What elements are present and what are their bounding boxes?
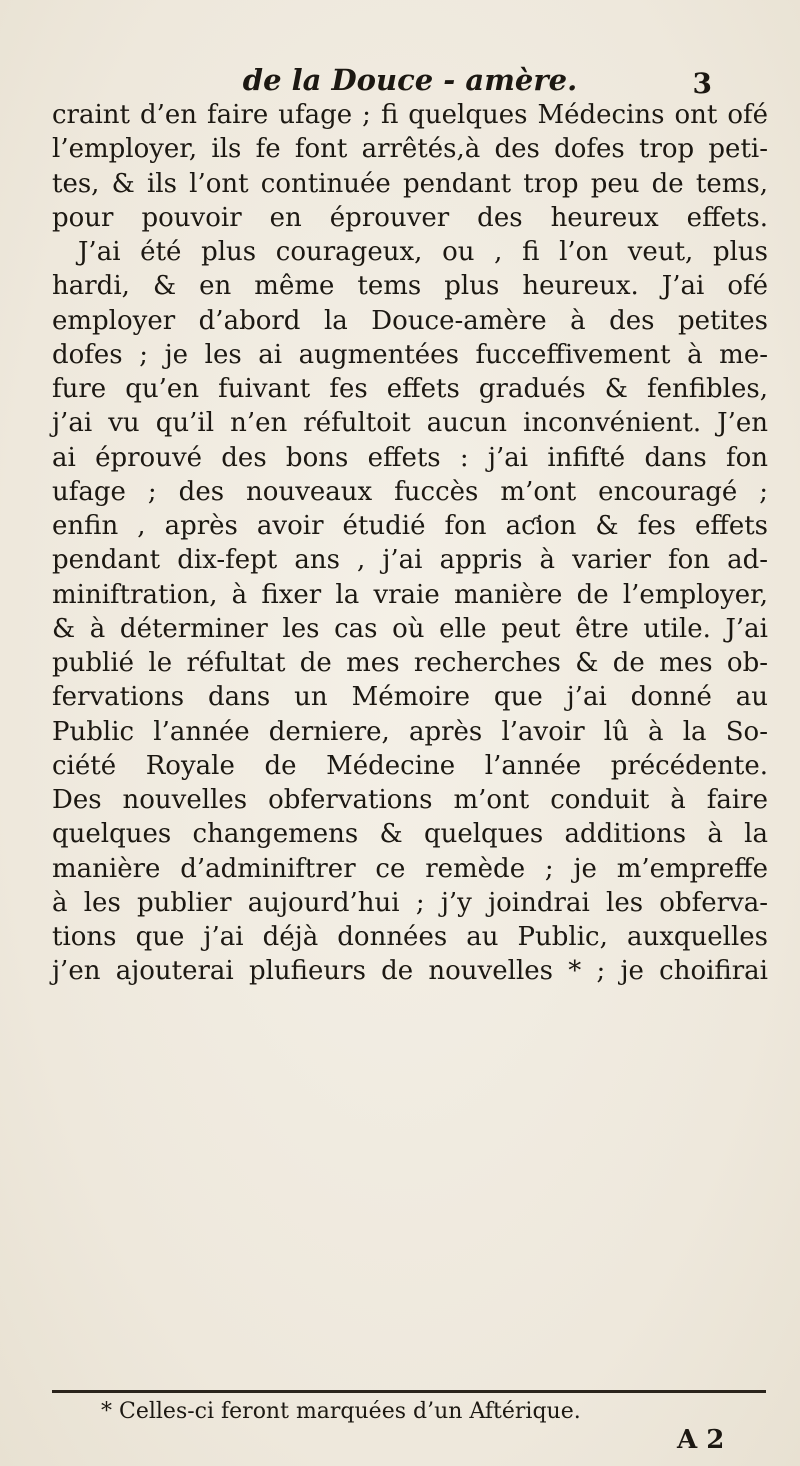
text-line: craint d’en faire ufage ; fi quelques Médecins ont ofé xyxy=(52,100,768,130)
text-line: manière d’adminiftrer ce remède ; je m’empreffe xyxy=(52,853,768,884)
text-line: fervations dans un Mémoire que j’ai donné au xyxy=(52,682,768,713)
text-line: tes, & ils l’ont continuée pendant trop peu de tems, xyxy=(52,168,768,199)
text-line: ai éprouvé des bons effets : j’ai infifté dans fon xyxy=(52,442,768,473)
text-line: & à déterminer les cas où elle peut être utile. J’ai xyxy=(52,613,768,644)
page-number: 3 xyxy=(692,67,712,100)
text-line: tions que j’ai déjà données au Public, auxquelles xyxy=(52,922,768,952)
text-line: j’ai vu qu’il n’en réfultoit aucun inconvénient. J’en xyxy=(52,408,768,439)
text-line: hardi, & en même tems plus heureux. J’ai ofé xyxy=(52,271,768,302)
text-line: miniftration, à fixer la vraie manière de l’employer, xyxy=(52,579,768,610)
text-line: enfin , après avoir étudié fon aƈion & fes effets xyxy=(52,511,768,541)
text-line: quelques changemens & quelques additions à la xyxy=(52,819,768,850)
text-line: J’ai été plus courageux, ou , fi l’on veut, plus xyxy=(78,237,768,267)
running-head xyxy=(0,62,800,98)
text-line: ufage ; des nouveaux fuccès m’ont encouragé ; xyxy=(52,476,768,507)
footnote-rule xyxy=(52,1390,766,1393)
text-line: employer d’abord la Douce-amère à des petites xyxy=(52,305,768,336)
text-line: j’en ajouterai plufieurs de nouvelles * ; je choifirai xyxy=(52,956,768,987)
text-line: pour pouvoir en éprouver des heureux effets. xyxy=(52,202,768,233)
text-line: Des nouvelles obfervations m’ont conduit à faire xyxy=(52,785,768,815)
text-line: pendant dix-fept ans , j’ai appris à varier fon ad- xyxy=(52,545,768,576)
text-line: à les publier aujourd’hui ; j’y joindrai les obferva- xyxy=(52,887,768,918)
text-line: fure qu’en fuivant fes effets gradués & fenfibles, xyxy=(52,374,768,404)
footnote: * Celles-ci feront marquées d’un Aftérique. xyxy=(101,1399,581,1424)
text-line: ciété Royale de Médecine l’année précédente. xyxy=(52,750,768,781)
text-line: l’employer, ils fe font arrêtés,à des dofes trop peti- xyxy=(52,134,768,165)
running-title: de la Douce - amère. xyxy=(242,63,578,97)
text-line: publié le réfultat de mes recherches & de mes ob- xyxy=(52,648,768,678)
body-text xyxy=(52,98,768,989)
signature-mark: A 2 xyxy=(677,1425,725,1455)
text-line: dofes ; je les ai augmentées fucceffivement à me- xyxy=(52,339,768,370)
text-line: Public l’année derniere, après l’avoir lû à la So- xyxy=(52,716,768,747)
